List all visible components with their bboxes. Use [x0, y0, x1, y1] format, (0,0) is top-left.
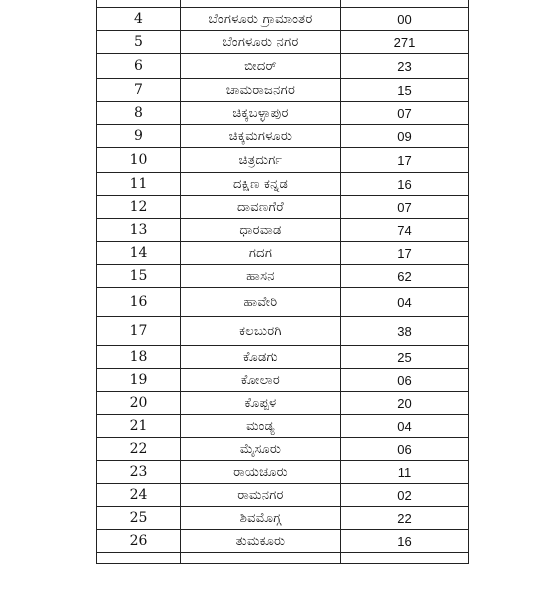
serial-number-cell: 17	[97, 317, 181, 346]
district-name-cell: ಶಿವಮೊಗ್ಗ	[181, 507, 341, 530]
district-name-cell: ಬೆಂಗಳೂರು ಗ್ರಾಮಾಂತರ	[181, 8, 341, 31]
table-row	[97, 8, 469, 31]
table-row	[97, 530, 469, 553]
serial-number-cell: 16	[97, 288, 181, 317]
district-name-cell: ಕೋಲಾರ	[181, 369, 341, 392]
table-cell-empty	[341, 553, 469, 564]
count-cell: 07	[341, 196, 469, 219]
count-cell: 17	[341, 148, 469, 173]
table-row	[97, 31, 469, 54]
count-cell: 23	[341, 54, 469, 79]
table-row	[97, 79, 469, 102]
count-cell: 74	[341, 219, 469, 242]
count-cell: 11	[341, 461, 469, 484]
table-row	[97, 346, 469, 369]
serial-number-cell: 23	[97, 461, 181, 484]
table-row-partial-top	[97, 0, 469, 8]
table-row	[97, 173, 469, 196]
count-cell: 15	[341, 79, 469, 102]
district-name-cell: ಮಂಡ್ಯ	[181, 415, 341, 438]
district-name-cell: ಕೊಪ್ಪಳ	[181, 392, 341, 415]
district-name-cell: ಮೈಸೂರು	[181, 438, 341, 461]
district-name-cell: ಬೀದರ್	[181, 54, 341, 79]
table-row-partial-bottom	[97, 553, 469, 564]
count-cell: 07	[341, 102, 469, 125]
serial-number-cell: 19	[97, 369, 181, 392]
table-cell-empty	[181, 0, 341, 8]
table-row	[97, 265, 469, 288]
table-row	[97, 102, 469, 125]
district-name-cell: ರಾಯಚೂರು	[181, 461, 341, 484]
district-name-cell: ಚಾಮರಾಜನಗರ	[181, 79, 341, 102]
district-name-cell: ಧಾರವಾಡ	[181, 219, 341, 242]
table-row	[97, 392, 469, 415]
count-cell: 00	[341, 8, 469, 31]
count-cell: 16	[341, 173, 469, 196]
table-row	[97, 415, 469, 438]
table-row	[97, 196, 469, 219]
district-name-cell: ಚಿಕ್ಕಮಗಳೂರು	[181, 125, 341, 148]
table-row	[97, 148, 469, 173]
district-name-cell: ಹಾಸನ	[181, 265, 341, 288]
table-row	[97, 461, 469, 484]
serial-number-cell: 22	[97, 438, 181, 461]
serial-number-cell: 26	[97, 530, 181, 553]
count-cell: 62	[341, 265, 469, 288]
serial-number-cell: 11	[97, 173, 181, 196]
serial-number-cell: 15	[97, 265, 181, 288]
serial-number-cell: 25	[97, 507, 181, 530]
serial-number-cell: 4	[97, 8, 181, 31]
serial-number-cell: 14	[97, 242, 181, 265]
district-name-cell: ಚಿತ್ರದುರ್ಗ	[181, 148, 341, 173]
table-cell-empty	[181, 553, 341, 564]
count-cell: 22	[341, 507, 469, 530]
serial-number-cell: 6	[97, 54, 181, 79]
table-row	[97, 438, 469, 461]
district-name-cell: ಬೆಂಗಳೂರು ನಗರ	[181, 31, 341, 54]
table-row	[97, 484, 469, 507]
table-cell-empty	[97, 0, 181, 8]
count-cell: 17	[341, 242, 469, 265]
count-cell: 25	[341, 346, 469, 369]
district-name-cell: ರಾಮನಗರ	[181, 484, 341, 507]
district-name-cell: ಹಾವೇರಿ	[181, 288, 341, 317]
district-name-cell: ದಾವಣಗೆರೆ	[181, 196, 341, 219]
serial-number-cell: 21	[97, 415, 181, 438]
serial-number-cell: 7	[97, 79, 181, 102]
table-row	[97, 219, 469, 242]
table-row	[97, 54, 469, 79]
count-cell: 06	[341, 438, 469, 461]
district-table	[96, 0, 469, 564]
table-cell-empty	[341, 0, 469, 8]
table-row	[97, 242, 469, 265]
district-name-cell: ದಕ್ಷಿಣ ಕನ್ನಡ	[181, 173, 341, 196]
serial-number-cell: 10	[97, 148, 181, 173]
table-cell-empty	[97, 553, 181, 564]
serial-number-cell: 20	[97, 392, 181, 415]
count-cell: 09	[341, 125, 469, 148]
serial-number-cell: 13	[97, 219, 181, 242]
count-cell: 06	[341, 369, 469, 392]
serial-number-cell: 8	[97, 102, 181, 125]
district-name-cell: ಕೊಡಗು	[181, 346, 341, 369]
table-row	[97, 288, 469, 317]
count-cell: 20	[341, 392, 469, 415]
district-table-container	[96, 0, 468, 564]
district-name-cell: ಗದಗ	[181, 242, 341, 265]
table-row	[97, 507, 469, 530]
district-name-cell: ಕಲಬುರಗಿ	[181, 317, 341, 346]
serial-number-cell: 18	[97, 346, 181, 369]
count-cell: 04	[341, 288, 469, 317]
district-name-cell: ತುಮಕೂರು	[181, 530, 341, 553]
count-cell: 02	[341, 484, 469, 507]
count-cell: 271	[341, 31, 469, 54]
serial-number-cell: 9	[97, 125, 181, 148]
table-row	[97, 125, 469, 148]
count-cell: 16	[341, 530, 469, 553]
count-cell: 04	[341, 415, 469, 438]
table-row	[97, 317, 469, 346]
district-name-cell: ಚಿಕ್ಕಬಳ್ಳಾಪುರ	[181, 102, 341, 125]
serial-number-cell: 5	[97, 31, 181, 54]
serial-number-cell: 12	[97, 196, 181, 219]
count-cell: 38	[341, 317, 469, 346]
table-row	[97, 369, 469, 392]
serial-number-cell: 24	[97, 484, 181, 507]
